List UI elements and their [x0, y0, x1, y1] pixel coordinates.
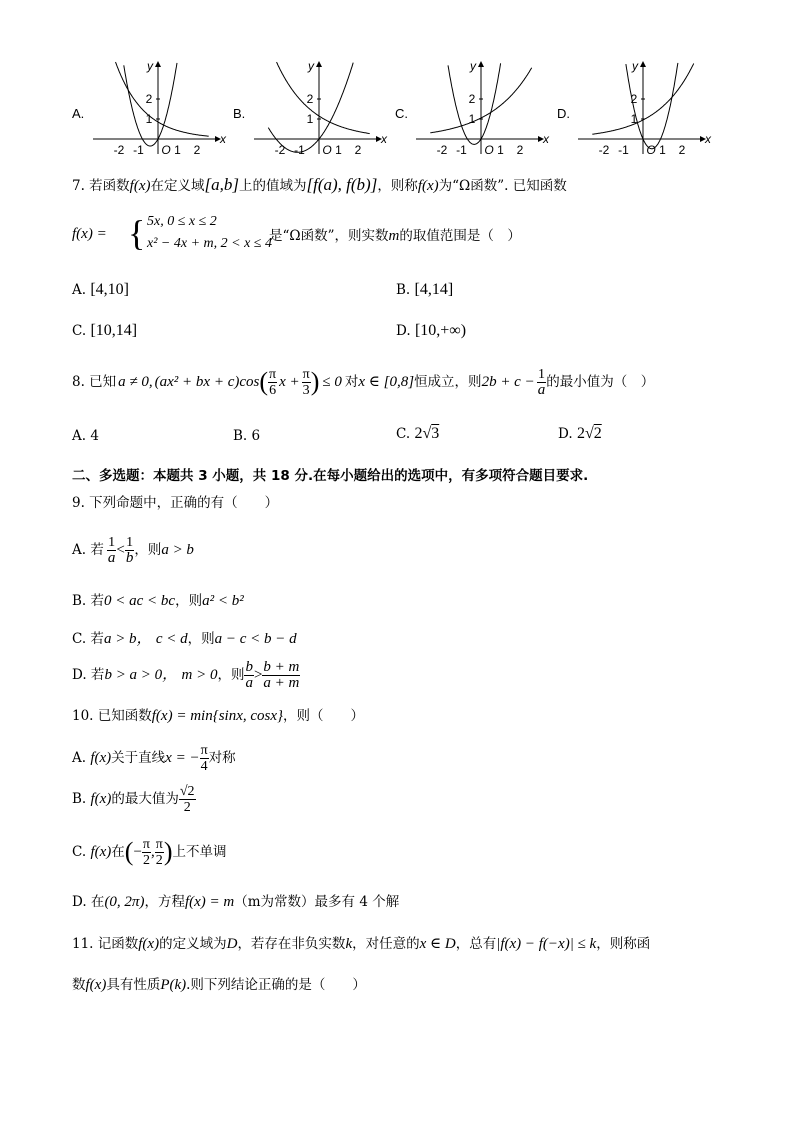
graph-c-label: C.	[395, 106, 408, 121]
graph-b-exp-curve	[277, 62, 370, 134]
graph-d-y-label: y	[632, 59, 638, 73]
graph-a-x-label: x	[220, 132, 226, 146]
graph-c-x-tick: 1	[497, 143, 504, 157]
q7-option-b[interactable]: B. [4,14]	[396, 281, 454, 298]
q10-stem: 10. 已知函数f(x) = min{sinx, cosx}，则（ ）	[72, 708, 365, 724]
graph-b-x-tick: O	[322, 143, 332, 157]
q9-option-a[interactable]: A. 若 $\frac{1}{a}$ < $\frac{1}{b}$ ，则 a > b	[72, 534, 194, 566]
q11-stem-line2: 数f(x)具有性质P(k).则下列结论正确的是（ ）	[72, 977, 366, 993]
q8-option-c[interactable]: C. 2√3	[396, 425, 440, 442]
graph-a-y-tick: 2	[145, 92, 153, 106]
graph-b-x-label: x	[381, 132, 387, 146]
graph-b-x-tick: -2	[274, 143, 286, 157]
q10-option-c[interactable]: C. f(x) 在 ( − $\frac{\pi}{2}$ , $\frac{\pi}{2}$ ) 上不单调	[72, 836, 227, 868]
graph-b-x-tick: 2	[354, 143, 362, 157]
graph-a-x-tick: -2	[113, 143, 125, 157]
q10-option-b[interactable]: B. f(x) 的最大值为 $\frac{√2}{2}$	[72, 783, 195, 815]
q11-stem-line1: 11. 记函数f(x)的定义域为D，若存在非负实数k，对任意的x ∈ D，总有|f(x) − f(−x)| ≤ k，则称函	[72, 936, 651, 952]
graph-b-x-tick: 1	[335, 143, 342, 157]
graph-c-x-tick: -1	[456, 143, 467, 157]
graph-c-x-tick: -2	[436, 143, 448, 157]
q7-option-a[interactable]: A. [4,10]	[72, 281, 129, 298]
q8-option-d[interactable]: D. 2√2	[558, 425, 602, 442]
q9-stem: 9. 下列命题中，正确的有（ ）	[72, 495, 279, 511]
graph-d-x-tick: -1	[618, 143, 629, 157]
graph-a-x-tick: 2	[193, 143, 201, 157]
graph-a-x-tick: 1	[174, 143, 181, 157]
q9-option-b[interactable]: B. 若0 < ac < bc，则a² < b²	[72, 593, 244, 609]
q8-option-a[interactable]: A. 4	[72, 428, 99, 444]
graph-a-y-label: y	[147, 59, 153, 73]
q9-option-d[interactable]: D. 若 b > a > 0， m > 0 ，则 $\frac{b}{a}$ > $\frac{b + m}{a + m}$	[72, 658, 300, 691]
graph-d-x-tick: 2	[678, 143, 686, 157]
graph-d-y-arrow	[640, 61, 646, 67]
q10-option-d[interactable]: D. 在(0, 2π)，方程f(x) = m（m为常数）最多有 4 个解	[72, 894, 400, 910]
graph-d-y-tick: 1	[630, 112, 638, 126]
q7-stem: 7. 若函数f(x)在定义域[a,b]上的值域为[f(a), f(b)]，则称f(x)为“Ω函数”. 已知函数	[72, 175, 567, 194]
graph-c-x-label: x	[543, 132, 549, 146]
graph-d-y-tick: 2	[630, 92, 638, 106]
graph-b-y-label: y	[308, 59, 314, 73]
graph-d-label: D.	[557, 106, 570, 121]
graph-b-label: B.	[233, 106, 246, 121]
graph-a-y-arrow	[155, 61, 161, 67]
q8-option-b[interactable]: B. 6	[233, 428, 261, 444]
graph-b-y-arrow	[316, 61, 322, 67]
graph-a-x-tick: -1	[133, 143, 144, 157]
q7-option-c[interactable]: C. [10,14]	[72, 322, 138, 339]
graph-c	[408, 58, 548, 158]
graph-c-y-tick: 1	[468, 112, 476, 126]
graph-b	[246, 58, 386, 158]
section-heading: 二、多选题：本题共 3 小题，共 18 分.在每小题给出的选项中，有多项符合题目要求.	[72, 468, 589, 484]
graph-d	[570, 58, 710, 158]
graph-c-x-tick: O	[484, 143, 494, 157]
q9-option-c[interactable]: C. 若a > b， c < d，则a − c < b − d	[72, 631, 297, 647]
graph-a-exp-curve	[116, 62, 209, 136]
graph-c-y-arrow	[478, 61, 484, 67]
graph-c-y-label: y	[470, 59, 476, 73]
graph-d-parabola	[626, 63, 678, 149]
graph-d-x-label: x	[705, 132, 711, 146]
graph-b-x-tick: -1	[294, 143, 305, 157]
graph-a-y-tick: 1	[145, 112, 153, 126]
q8-stem: 8. 已知 a ≠ 0, (ax² + bx + c)cos ( $\frac{\pi}{6}$ x + $\frac{\pi}{3}$ ) ≤ 0 对 x ∈ [0,8] 恒成立，则 2b + c − $\frac{1}{a}$ 的最小值为（ ）	[72, 366, 655, 398]
graph-a	[85, 58, 225, 158]
graph-a-label: A.	[72, 106, 85, 121]
graph-d-x-tick: 1	[659, 143, 666, 157]
graph-d-x-tick: -2	[598, 143, 610, 157]
q7-option-d[interactable]: D. [10,+∞)	[396, 322, 467, 339]
graph-d-x-tick: O	[646, 143, 656, 157]
graph-a-x-tick: O	[161, 143, 171, 157]
graph-c-x-tick: 2	[516, 143, 524, 157]
graph-b-y-tick: 2	[306, 92, 314, 106]
graph-b-y-tick: 1	[306, 112, 314, 126]
graph-c-y-tick: 2	[468, 92, 476, 106]
q10-option-a[interactable]: A. f(x) 关于直线 x = − $\frac{\pi}{4}$ 对称	[72, 742, 236, 774]
